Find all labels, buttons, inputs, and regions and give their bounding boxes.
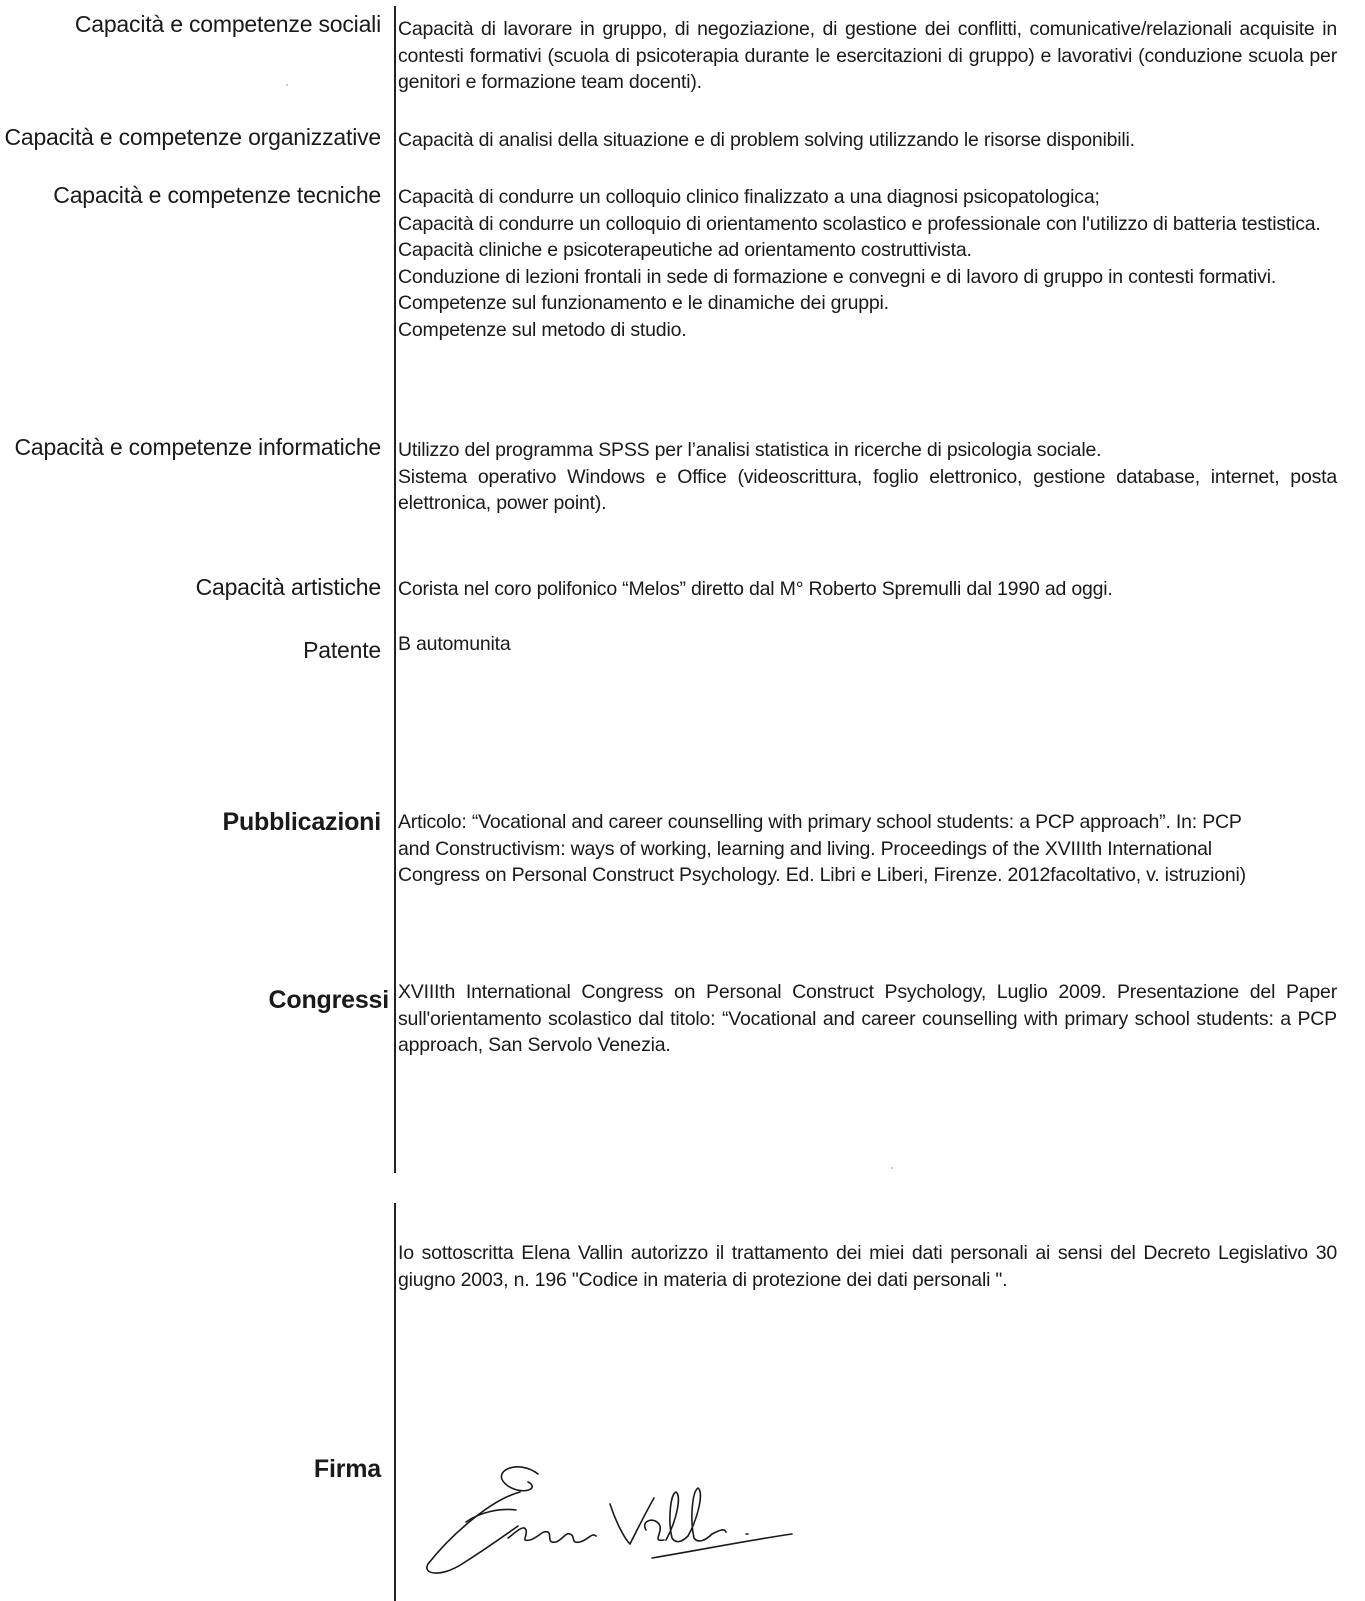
section-content-sociali bbox=[398, 16, 1337, 96]
handwritten-signature bbox=[420, 1452, 800, 1592]
section-label-sociali: Capacità e competenze sociali bbox=[74, 11, 381, 37]
text-line: Io sottoscritta Elena Vallin autorizzo il trattamento dei miei dati personali ai sensi del Decreto Legislativo 30 giugno 2003, n. 196 "Codice in materia di protezione dei dati personali ". bbox=[398, 1242, 1337, 1291]
text-line: Utilizzo del programma SPSS per l’analisi statistica in ricerche di psicologia sociale. bbox=[398, 439, 1102, 461]
section-label-artistiche: Capacità artistiche bbox=[195, 574, 381, 600]
text-line: Corista nel coro polifonico “Melos” diretto dal M° Roberto Spremulli dal 1990 ad oggi. bbox=[398, 578, 1113, 600]
signature-label: Firma bbox=[313, 1455, 381, 1483]
text-line: Competenze sul funzionamento e le dinamiche dei gruppi. bbox=[398, 292, 889, 315]
column-divider-bottom bbox=[394, 1203, 396, 1601]
text-line: and Constructivism: ways of working, learning and living. Proceedings of the XVIIIth International bbox=[398, 837, 1212, 860]
text-line: Capacità cliniche e psicoterapeutiche ad orientamento costruttivista. bbox=[398, 239, 972, 262]
text-line: Competenze sul metodo di studio. bbox=[398, 318, 687, 341]
text-line: B automunita bbox=[398, 633, 511, 655]
section-label-pubblicazioni: Pubblicazioni bbox=[222, 808, 381, 836]
text-line: Articolo: “Vocational and career counselling with primary school students: a PCP approach”. In: PCP bbox=[398, 811, 1242, 833]
text-line: Capacità di condurre un colloquio di orientamento scolastico e professionale con l'utilizzo di batteria testistica. bbox=[398, 212, 1321, 235]
section-content-congressi bbox=[398, 979, 1337, 1059]
text-line: Capacità di condurre un colloquio clinico finalizzato a una diagnosi psicopatologica; bbox=[398, 186, 1100, 208]
section-content-pubblicazioni bbox=[398, 809, 1337, 889]
section-label-tecniche: Capacità e competenze tecniche bbox=[53, 182, 381, 208]
section-content-informatiche bbox=[398, 437, 1337, 517]
section-content-organizzative bbox=[398, 127, 1337, 154]
text-line: Capacità di analisi della situazione e di problem solving utilizzando le risorse disponibili. bbox=[398, 129, 1135, 151]
section-content-tecniche bbox=[398, 184, 1337, 344]
section-content-patente bbox=[398, 631, 1337, 658]
section-label-organizzative: Capacità e competenze organizzative bbox=[4, 124, 381, 150]
text-line: Congress on Personal Construct Psychology. Ed. Libri e Liberi, Firenze. 2012facoltativo, v. istruzioni) bbox=[398, 864, 1246, 887]
scan-speck bbox=[891, 1167, 893, 1169]
section-content-artistiche bbox=[398, 576, 1337, 603]
column-divider-top bbox=[394, 6, 396, 1173]
section-label-informatiche: Capacità e competenze informatiche bbox=[14, 434, 381, 460]
section-label-patente: Patente bbox=[303, 637, 381, 663]
text-line: XVIIIth International Congress on Personal Construct Psychology, Luglio 2009. Presentazione del Paper sull'orientamento scolastico dal titolo: “Vocational and career counselling with primary school students: a PCP approach, San Servolo Venezia. bbox=[398, 981, 1337, 1057]
scan-speck bbox=[286, 84, 288, 86]
text-line: Sistema operativo Windows e Office (videoscrittura, foglio elettronico, gestione database, internet, posta elettronica, power point). bbox=[398, 465, 1337, 515]
privacy-consent-text bbox=[398, 1240, 1337, 1293]
text-line: Conduzione di lezioni frontali in sede di formazione e convegni e di lavoro di gruppo in contesti formativi. bbox=[398, 265, 1277, 288]
section-label-congressi: Congressi bbox=[268, 986, 389, 1014]
text-line: Capacità di lavorare in gruppo, di negoziazione, di gestione dei conflitti, comunicative/relazionali acquisite in contesti formativi (scuola di psicoterapia durante le esercitazioni di gruppo) e lavorativi (conduzione scuola per genitori e formazione team docenti). bbox=[398, 18, 1337, 94]
